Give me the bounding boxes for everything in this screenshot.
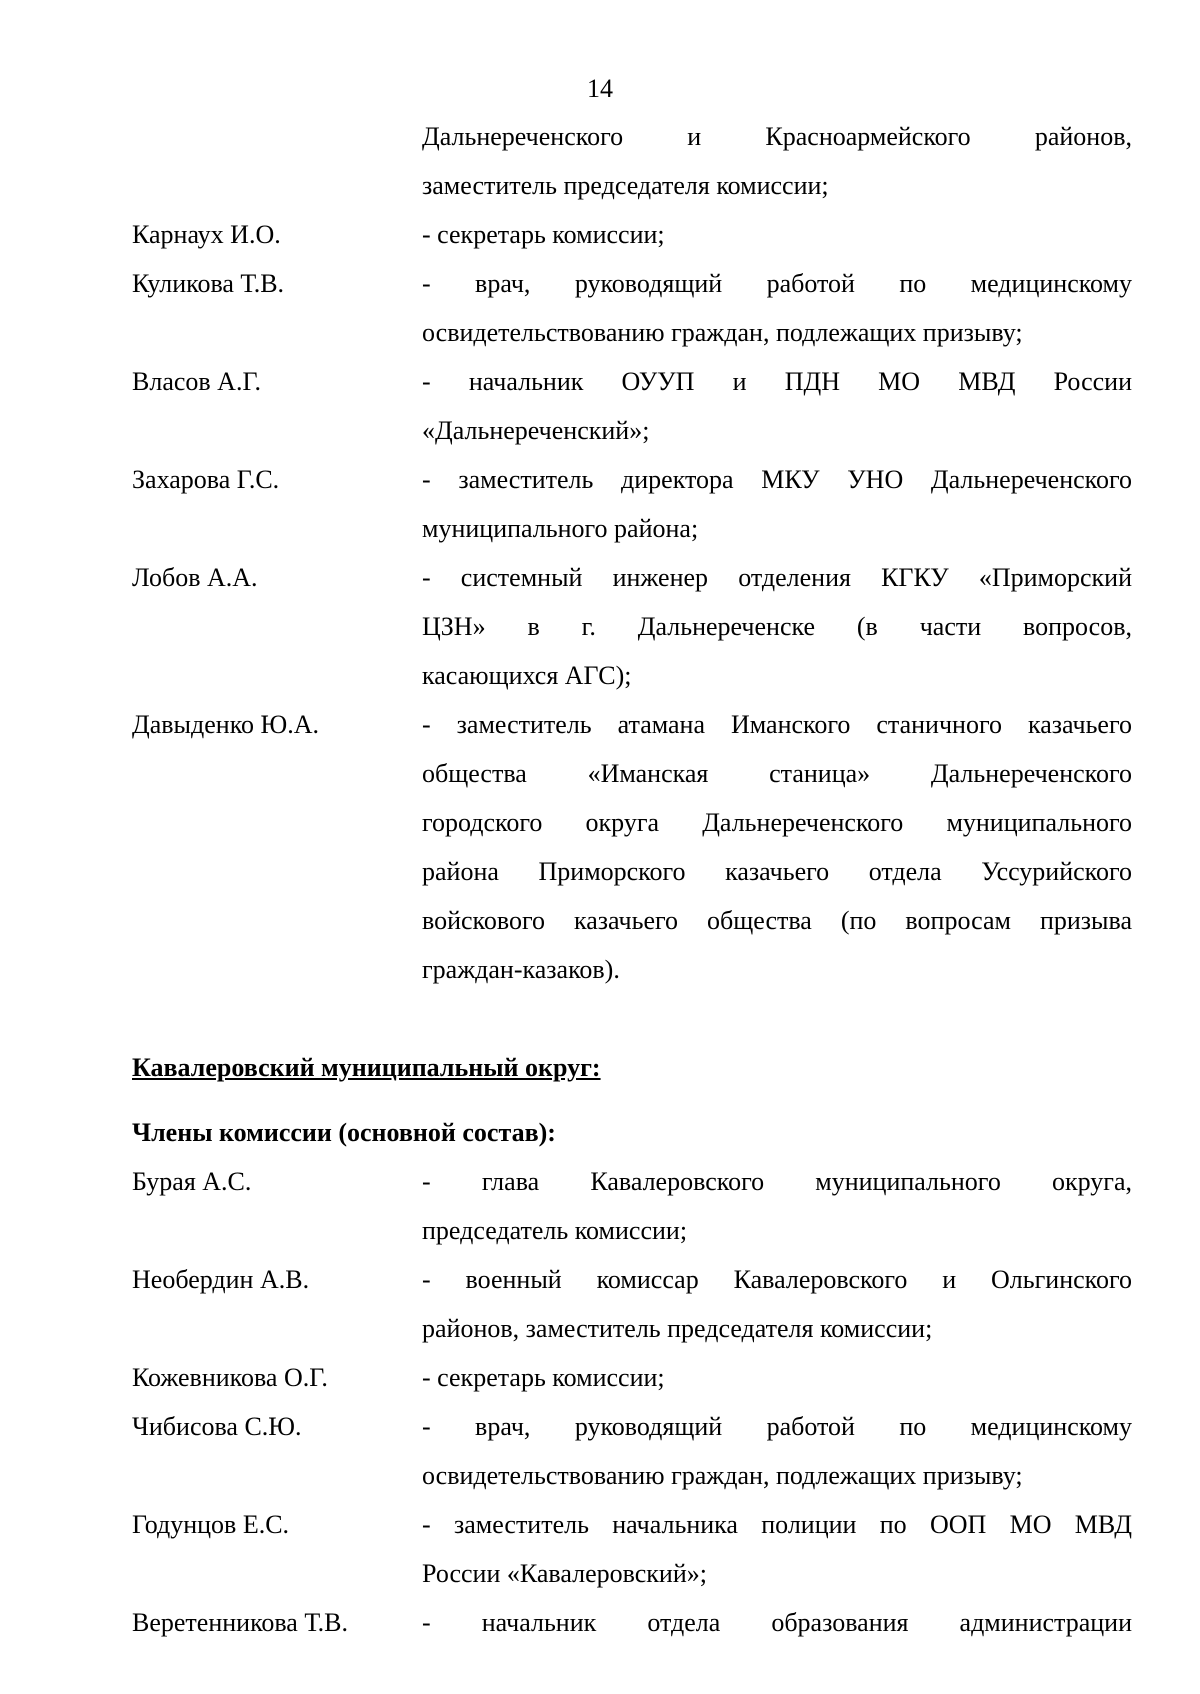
member-entry bbox=[132, 357, 1132, 455]
role-line: городского округа Дальнереченского муниципального bbox=[422, 808, 1132, 837]
district-heading: Кавалеровский муниципальный округ: bbox=[132, 1053, 601, 1082]
role-line: общества «Иманская станица» Дальнереченского bbox=[422, 759, 1132, 788]
role-line: России «Кавалеровский»; bbox=[422, 1559, 707, 1588]
members-list-kavalerovo bbox=[132, 1157, 1132, 1647]
member-role bbox=[422, 210, 1132, 259]
description-line: Дальнереченского и Красноармейского районов, bbox=[422, 122, 1132, 151]
member-entry bbox=[132, 455, 1132, 553]
role-line: - секретарь комиссии; bbox=[422, 220, 665, 249]
member-role bbox=[422, 1500, 1132, 1598]
role-line: муниципального района; bbox=[422, 514, 699, 543]
member-name: Давыденко Ю.А. bbox=[132, 710, 320, 739]
member-name: Кожевникова О.Г. bbox=[132, 1363, 328, 1392]
entry-description bbox=[422, 112, 1132, 210]
role-line: - врач, руководящий работой по медицинскому bbox=[422, 269, 1132, 298]
role-line: - заместитель атамана Иманского станичного казачьего bbox=[422, 710, 1132, 739]
members-list-dalnerechensk bbox=[132, 210, 1132, 994]
member-name: Необердин А.В. bbox=[132, 1265, 310, 1294]
member-entry bbox=[132, 1598, 1132, 1647]
member-role bbox=[422, 259, 1132, 357]
member-entry bbox=[132, 1500, 1132, 1598]
member-entry bbox=[132, 259, 1132, 357]
member-role bbox=[422, 553, 1132, 700]
member-entry bbox=[132, 1402, 1132, 1500]
role-line: - секретарь комиссии; bbox=[422, 1363, 665, 1392]
role-line: войскового казачьего общества (по вопросам призыва bbox=[422, 906, 1132, 935]
member-name: Власов А.Г. bbox=[132, 367, 262, 396]
continuation-entry bbox=[132, 112, 1132, 210]
role-line: - военный комиссар Кавалеровского и Ольгинского bbox=[422, 1265, 1132, 1294]
description-line: заместитель председателя комиссии; bbox=[422, 171, 829, 200]
member-name: Чибисова С.Ю. bbox=[132, 1412, 302, 1441]
role-line: председатель комиссии; bbox=[422, 1216, 688, 1245]
role-line: «Дальнереченский»; bbox=[422, 416, 650, 445]
member-role bbox=[422, 1255, 1132, 1353]
member-entry bbox=[132, 1353, 1132, 1402]
member-entry bbox=[132, 700, 1132, 994]
member-name: Годунцов Е.С. bbox=[132, 1510, 290, 1539]
member-role bbox=[422, 700, 1132, 994]
role-line: - начальник ОУУП и ПДН МО МВД России bbox=[422, 367, 1132, 396]
member-name: Лобов А.А. bbox=[132, 563, 258, 592]
member-role bbox=[422, 455, 1132, 553]
role-line: района Приморского казачьего отдела Уссурийского bbox=[422, 857, 1132, 886]
member-role bbox=[422, 357, 1132, 455]
role-line: - системный инженер отделения КГКУ «Приморский bbox=[422, 563, 1132, 592]
role-line: районов, заместитель председателя комиссии; bbox=[422, 1314, 933, 1343]
member-entry bbox=[132, 1255, 1132, 1353]
member-name: Веретенникова Т.В. bbox=[132, 1608, 348, 1637]
role-line: - заместитель директора МКУ УНО Дальнереченского bbox=[422, 465, 1132, 494]
role-line: - врач, руководящий работой по медицинскому bbox=[422, 1412, 1132, 1441]
role-line: - начальник отдела образования администрации bbox=[422, 1608, 1132, 1637]
member-role bbox=[422, 1402, 1132, 1500]
member-name: Бурая А.С. bbox=[132, 1167, 252, 1196]
member-name: Куликова Т.В. bbox=[132, 269, 285, 298]
member-name: Карнаух И.О. bbox=[132, 220, 281, 249]
entry-name bbox=[132, 112, 422, 210]
member-entry bbox=[132, 553, 1132, 700]
role-line: касающихся АГС); bbox=[422, 661, 632, 690]
role-line: освидетельствованию граждан, подлежащих призыву; bbox=[422, 318, 1023, 347]
member-role bbox=[422, 1353, 1132, 1402]
role-line: граждан-казаков). bbox=[422, 955, 620, 984]
document-body bbox=[132, 112, 1132, 1647]
page-number: 14 bbox=[587, 74, 613, 103]
role-line: ЦЗН» в г. Дальнереченске (в части вопросов, bbox=[422, 612, 1132, 641]
member-entry bbox=[132, 1157, 1132, 1255]
member-role bbox=[422, 1157, 1132, 1255]
role-line: - глава Кавалеровского муниципального округа, bbox=[422, 1167, 1132, 1196]
member-entry bbox=[132, 210, 1132, 259]
role-line: освидетельствованию граждан, подлежащих призыву; bbox=[422, 1461, 1023, 1490]
role-line: - заместитель начальника полиции по ООП МО МВД bbox=[422, 1510, 1132, 1539]
member-role bbox=[422, 1598, 1132, 1647]
member-name: Захарова Г.С. bbox=[132, 465, 280, 494]
members-heading: Члены комиссии (основной состав): bbox=[132, 1118, 556, 1147]
